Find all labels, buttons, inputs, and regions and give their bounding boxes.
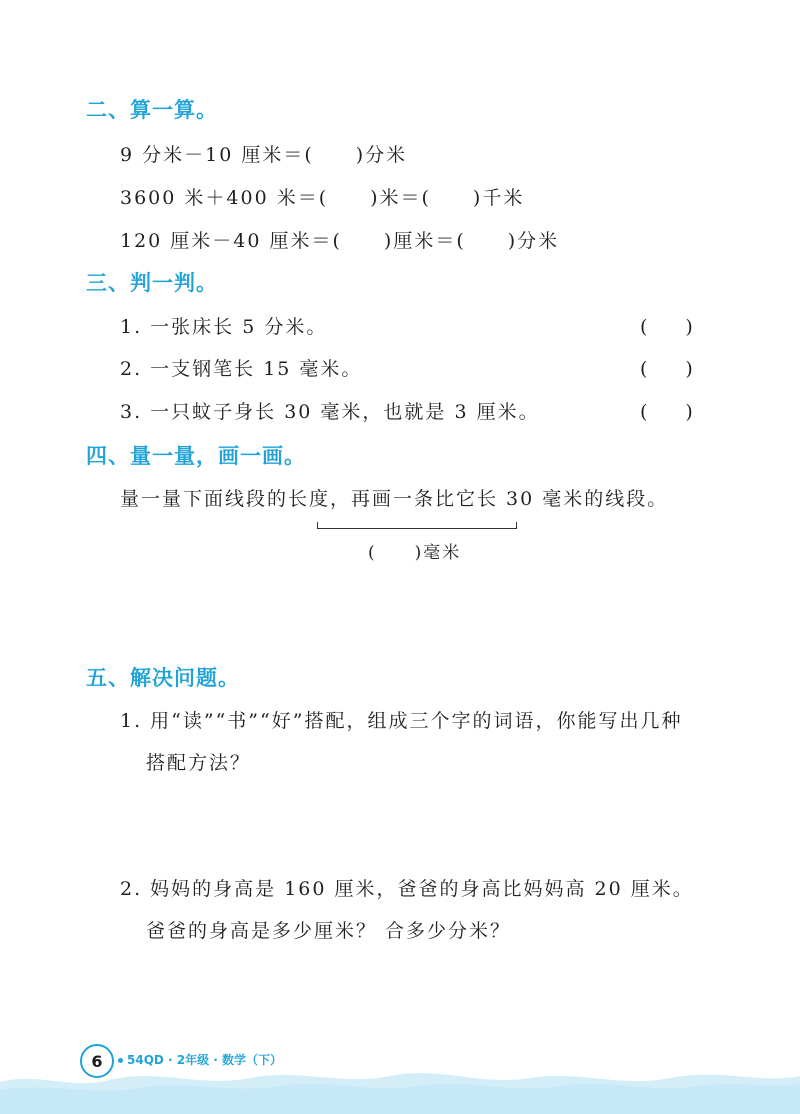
calc-item-1: 9 分米－10 厘米＝( )分米 (120, 144, 408, 166)
bullet-icon (118, 1058, 123, 1063)
problem-1-line-2: 搭配方法？ (146, 752, 252, 774)
judge-item-2: 2. 一支钢笔长 15 毫米。 (120, 358, 363, 380)
line-segment (318, 528, 516, 529)
measure-answer[interactable]: ( )毫米 (368, 543, 462, 563)
section-4-heading: 四、量一量，画一画。 (86, 444, 306, 468)
calc-item-3: 120 厘米－40 厘米＝( )厘米＝( )分米 (120, 230, 560, 252)
judge-item-3: 3. 一只蚊子身长 30 毫米，也就是 3 厘米。 (120, 401, 540, 423)
footer-wave (0, 1060, 800, 1114)
problem-2-line-1: 2. 妈妈的身高是 160 厘米，爸爸的身高比妈妈高 20 厘米。 (120, 878, 694, 900)
book-info (118, 1051, 282, 1068)
judge-answer-2[interactable]: ( ) (640, 358, 693, 380)
judge-answer-1[interactable]: ( ) (640, 316, 693, 338)
judge-item-1: 1. 一张床长 5 分米。 (120, 316, 328, 338)
section-3-heading: 三、判一判。 (86, 271, 218, 295)
section-2-heading: 二、算一算。 (86, 98, 218, 122)
measure-instruction: 量一量下面线段的长度，再画一条比它长 30 毫米的线段。 (120, 488, 669, 510)
problem-2-line-2: 爸爸的身高是多少厘米？ 合多少分米？ (146, 920, 512, 942)
judge-answer-3[interactable]: ( ) (640, 401, 693, 423)
calc-item-2: 3600 米＋400 米＝( )米＝( )千米 (120, 187, 525, 209)
problem-1-line-1: 1. 用“读”“书”“好”搭配，组成三个字的词语，你能写出几种 (120, 710, 683, 732)
section-5-heading: 五、解决问题。 (86, 666, 240, 690)
page-number: 6 (80, 1044, 114, 1078)
book-info-text: 54QD · 2年级 · 数学（下） (127, 1053, 283, 1067)
